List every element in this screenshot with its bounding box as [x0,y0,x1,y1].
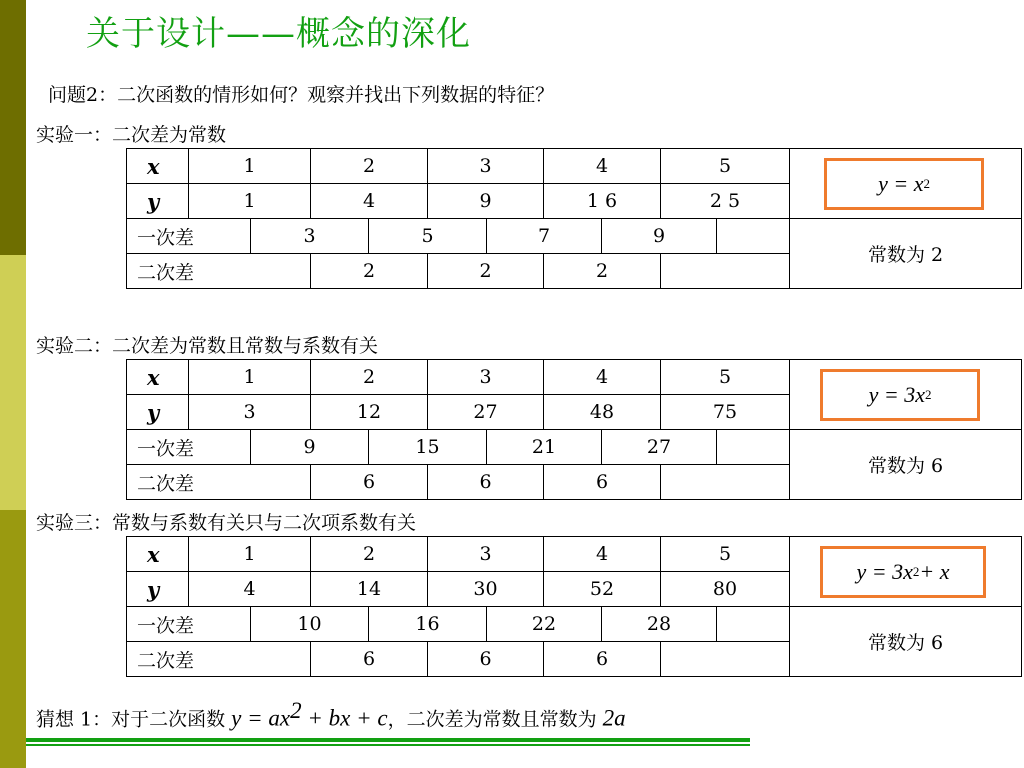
formula-box [820,546,986,598]
experiment-2-label: 实验二：二次差为常数且常数与系数有关 [36,335,379,357]
empty-cell [661,254,790,289]
x-value: 3 [428,537,544,572]
x-row [127,537,1022,572]
conjecture-prefix: 猜想 1：对于二次函数 [36,708,232,731]
experiment-1-label: 实验一：二次差为常数 [36,124,227,146]
first-diff-value: 27 [602,430,717,465]
x-label: x [127,360,189,395]
first-diff-row [127,219,1022,254]
formula-box [824,158,984,210]
x-value: 5 [661,360,790,395]
y-value: 4 [189,572,311,607]
question-text: 问题2：二次函数的情形如何？观察并找出下列数据的特征？ [48,84,555,106]
x-row [127,149,1022,184]
second-diff-value: 6 [311,465,428,500]
first-diff-value: 21 [487,430,602,465]
y-value: 48 [544,395,661,430]
second-diff-label: 二次差 [127,465,311,500]
decor-band-bottom [0,510,26,768]
x-label: x [127,149,189,184]
conjecture-formula-tail: + bx + c [301,705,388,731]
conjecture-formula-end: 2a [602,705,626,731]
y-value: 1 [189,184,311,219]
x-value: 4 [544,149,661,184]
first-diff-value: 9 [602,219,717,254]
experiment-3-table [126,536,1022,677]
first-diff-label: 一次差 [127,219,251,254]
conjecture-middle: ，二次差为常数且常数为 [387,708,603,731]
formula-base: y = 3x [856,559,913,584]
x-value: 5 [661,149,790,184]
second-diff-value: 2 [544,254,661,289]
first-diff-value: 5 [369,219,487,254]
slide-title: 关于设计——概念的深化 [86,14,471,54]
x-value: 4 [544,360,661,395]
formula-cell [790,360,1022,430]
constant-cell: 常数为 6 [790,430,1022,500]
y-value: 80 [661,572,790,607]
first-diff-value: 16 [369,607,487,642]
conjecture-formula-base: y = ax [231,705,291,731]
second-diff-value: 6 [428,642,544,677]
x-value: 4 [544,537,661,572]
conjecture-text [36,698,626,731]
x-value: 5 [661,537,790,572]
second-diff-value: 6 [544,642,661,677]
first-diff-label: 一次差 [127,430,251,465]
footer-divider-thin [26,744,750,746]
formula-exp: 2 [924,387,932,402]
first-diff-row [127,607,1022,642]
x-value: 1 [189,360,311,395]
formula-base: y = x [878,171,924,196]
y-value: 75 [661,395,790,430]
y-value: 14 [311,572,428,607]
empty-cell [661,642,790,677]
formula-exp: 2 [923,176,930,191]
x-value: 3 [428,149,544,184]
x-value: 1 [189,149,311,184]
first-diff-value: 22 [487,607,602,642]
x-value: 2 [311,360,428,395]
first-diff-row [127,430,1022,465]
first-diff-value: 9 [251,430,369,465]
constant-cell: 常数为 2 [790,219,1022,289]
y-value: 30 [428,572,544,607]
y-value: 9 [428,184,544,219]
empty-cell [717,430,790,465]
x-value: 1 [189,537,311,572]
first-diff-value: 28 [602,607,717,642]
first-diff-value: 15 [369,430,487,465]
y-label: y [127,572,189,607]
second-diff-label: 二次差 [127,642,311,677]
y-label: y [127,184,189,219]
formula-tail: + x [919,559,950,584]
y-value: 12 [311,395,428,430]
decor-band-mid [0,255,26,510]
y-value: 1 6 [544,184,661,219]
second-diff-value: 2 [311,254,428,289]
formula-box [820,369,980,421]
y-value: 4 [311,184,428,219]
formula-cell [790,537,1022,607]
experiment-1-table [126,148,1022,289]
first-diff-value: 7 [487,219,602,254]
footer-divider [26,738,750,742]
y-value: 3 [189,395,311,430]
y-value: 52 [544,572,661,607]
formula-cell [790,149,1022,219]
constant-cell: 常数为 6 [790,607,1022,677]
second-diff-value: 6 [544,465,661,500]
empty-cell [717,219,790,254]
x-label: x [127,537,189,572]
experiment-2-table [126,359,1022,500]
second-diff-value: 6 [311,642,428,677]
x-row [127,360,1022,395]
x-value: 3 [428,360,544,395]
formula-base: y = 3x [868,382,925,407]
first-diff-value: 10 [251,607,369,642]
x-value: 2 [311,537,428,572]
y-value: 27 [428,395,544,430]
formula-exp: 2 [912,564,920,579]
y-label: y [127,395,189,430]
first-diff-value: 3 [251,219,369,254]
empty-cell [661,465,790,500]
second-diff-value: 6 [428,465,544,500]
second-diff-value: 2 [428,254,544,289]
conjecture-formula-exp: 2 [290,698,302,723]
decor-band-top [0,0,26,255]
second-diff-label: 二次差 [127,254,311,289]
x-value: 2 [311,149,428,184]
y-value: 2 5 [661,184,790,219]
first-diff-label: 一次差 [127,607,251,642]
experiment-3-label: 实验三：常数与系数有关只与二次项系数有关 [36,512,417,534]
empty-cell [717,607,790,642]
